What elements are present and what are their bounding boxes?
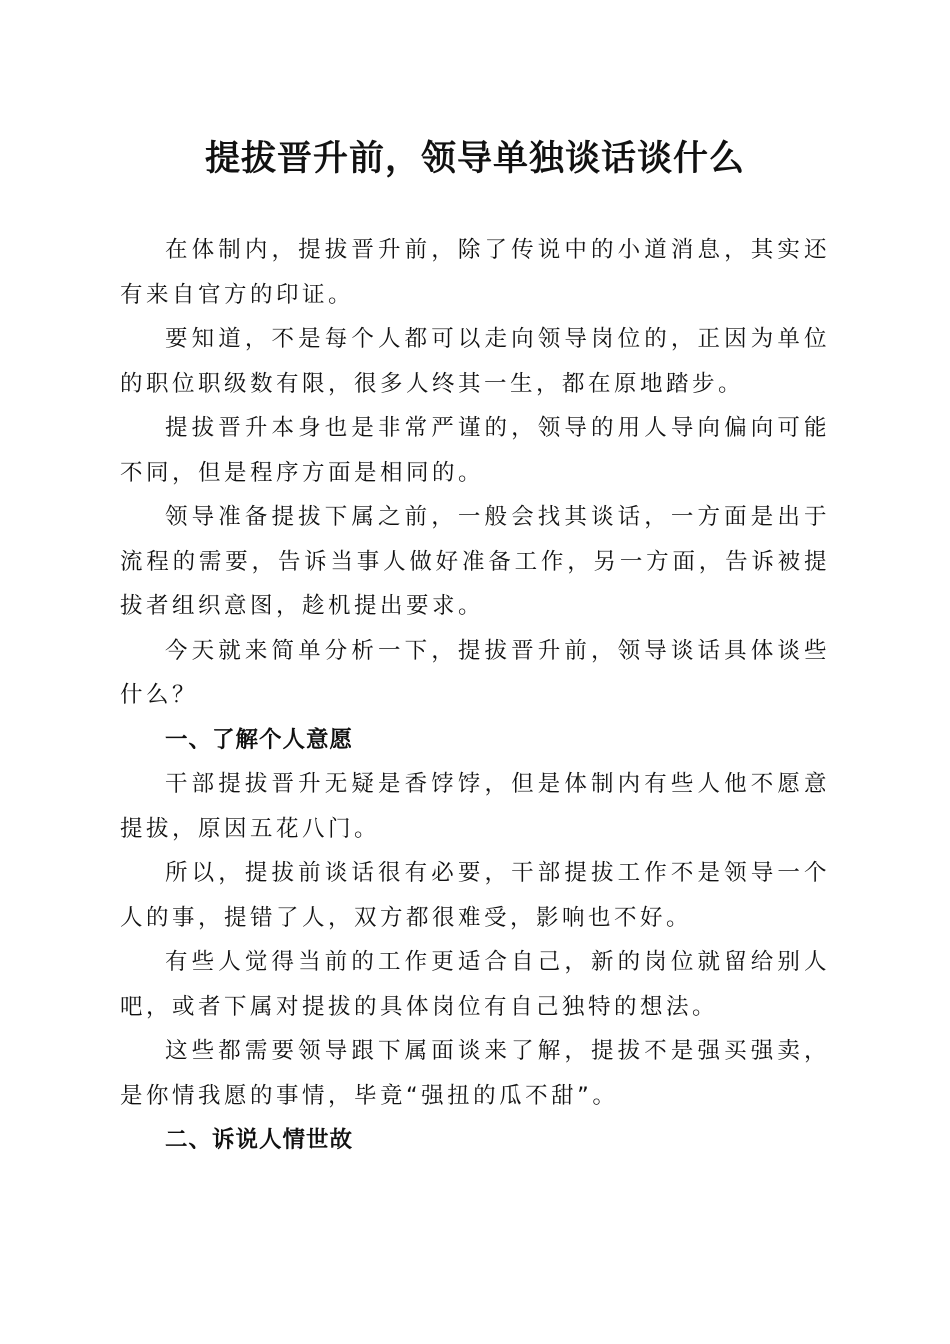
paragraph: 今天就来简单分析一下，提拔晋升前，领导谈话具体谈些什么？ [120,637,830,708]
section-heading: 一、了解个人意愿 [165,726,354,753]
section-heading: 二、诉说人情世故 [165,1127,354,1153]
paragraph: 领导准备提拔下属之前，一般会找其谈话，一方面是出于流程的需要，告诉当事人做好准备工作，另一方面，告诉被提拔者组织意图，趁机提出要求。 [120,504,830,619]
paragraph: 干部提拔晋升无疑是香饽饽，但是体制内有些人他不愿意提拔，原因五花八门。 [120,771,830,842]
document-title: 提拔晋升前，领导单独谈话谈什么 [204,138,745,179]
paragraph: 这些都需要领导跟下属面谈来了解，提拔不是强买强卖，是你情我愿的事情，毕竟“强扭的瓜不甜”。 [120,1038,830,1109]
document-body [120,228,830,1163]
paragraph: 所以，提拔前谈话很有必要，干部提拔工作不是领导一个人的事，提错了人，双方都很难受，影响也不好。 [120,860,830,931]
paragraph: 提拔晋升本身也是非常严谨的，领导的用人导向偏向可能不同，但是程序方面是相同的。 [120,415,830,486]
paragraph: 在体制内，提拔晋升前，除了传说中的小道消息，其实还有来自官方的印证。 [120,237,830,308]
paragraph: 要知道，不是每个人都可以走向领导岗位的，正因为单位的职位职级数有限，很多人终其一生，都在原地踏步。 [120,326,830,397]
paragraph: 有些人觉得当前的工作更适合自己，新的岗位就留给别人吧，或者下属对提拔的具体岗位有自己独特的想法。 [120,949,830,1020]
